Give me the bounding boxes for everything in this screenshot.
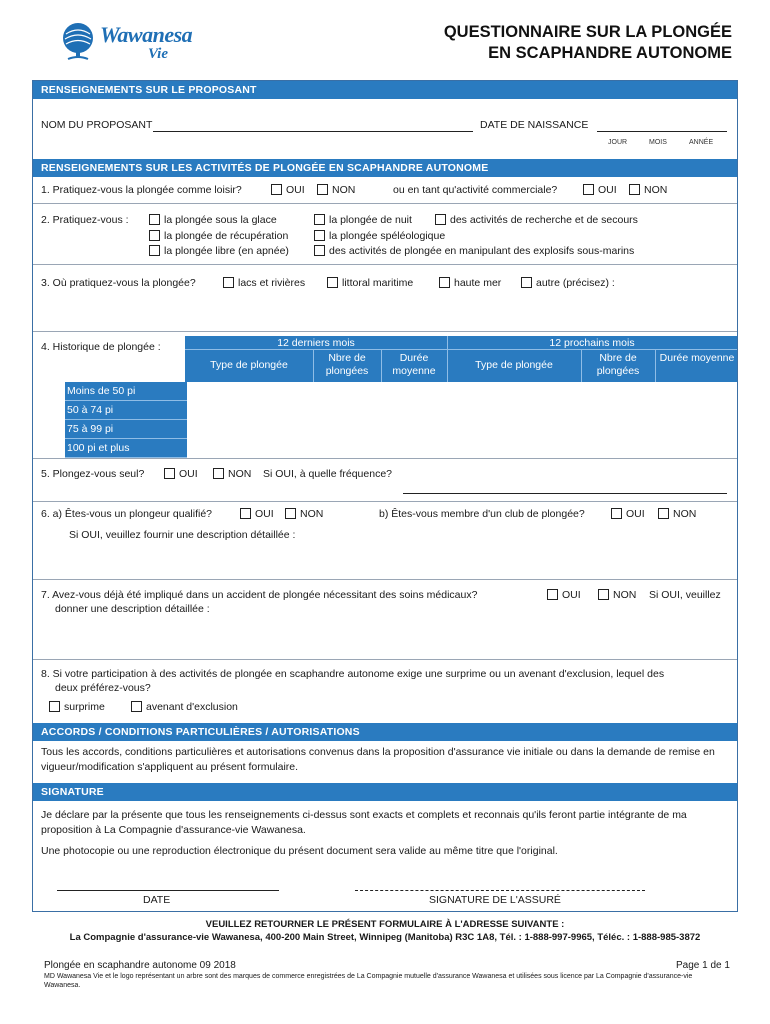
checkbox[interactable] (583, 184, 594, 195)
section-bar-accords: ACCORDS / CONDITIONS PARTICULIÈRES / AUTORISATIONS (33, 723, 737, 741)
q6a-text: 6. a) Êtes-vous un plongeur qualifié? (41, 508, 213, 520)
sig-assure-label: SIGNATURE DE L'ASSURÉ (429, 894, 561, 906)
accords-text: Tous les accords, conditions particulières et autorisations convenus dans la proposition d'assurance vie initiale ou dans la demande de remise en vigueur/modification s'appliquent au présent formulaire. (41, 746, 715, 773)
checkbox[interactable] (271, 184, 282, 195)
q3-opt2-label: littoral maritime (342, 277, 414, 289)
q2-opt7[interactable] (314, 245, 634, 257)
q2-opt5-label: la plongée spéléologique (329, 230, 446, 242)
q7-tail: Si OUI, veuillez (649, 589, 721, 601)
q6b-text: b) Êtes-vous membre d'un club de plongée? (379, 508, 585, 520)
checkbox[interactable] (240, 508, 251, 519)
nom-field[interactable] (153, 131, 473, 132)
q2-opt2-label: la plongée de récupération (164, 230, 289, 242)
col-nbre-past: Nbre de plongées (325, 352, 369, 377)
q5-text: 5. Plongez-vous seul? (41, 468, 145, 480)
signature-declaration: Je déclare par la présente que tous les renseignements ci-dessus sont exacts et complets et reconnais qu'ils feront partie intégrante de ma proposition à La Compagnie d'assurance-vie Wawanesa. (41, 809, 687, 836)
q5-freq: Si OUI, à quelle fréquence? (263, 468, 392, 480)
q6-desc: Si OUI, veuillez fournir une description détaillée : (69, 529, 296, 541)
checkbox[interactable] (547, 589, 558, 600)
checkbox[interactable] (314, 214, 325, 225)
q7-oui-label: OUI (562, 589, 581, 601)
q2-opt3[interactable] (149, 245, 289, 257)
checkbox[interactable] (314, 230, 325, 241)
checkbox[interactable] (149, 245, 160, 256)
table-divider (313, 349, 314, 382)
divider (33, 579, 737, 580)
checkbox[interactable] (658, 508, 669, 519)
q8-opt2[interactable] (131, 701, 238, 713)
title-line-1: QUESTIONNAIRE SUR LA PLONGÉE (443, 23, 732, 41)
table-divider (381, 349, 382, 382)
q6b-oui[interactable] (611, 508, 645, 520)
q5-oui[interactable] (164, 468, 198, 480)
footer-return-instructions: VEUILLEZ RETOURNER LE PRÉSENT FORMULAIRE À L'ADRESSE SUIVANTE : (205, 919, 565, 930)
divider (33, 331, 737, 332)
q2-label: 2. Pratiquez-vous : (41, 214, 129, 226)
title-line-2: EN SCAPHANDRE AUTONOME (488, 44, 732, 62)
table-divider (581, 349, 582, 382)
checkbox[interactable] (223, 277, 234, 288)
q1-non2-label: NON (644, 184, 668, 196)
q1-commercial: ou en tant qu'activité commerciale? (393, 184, 558, 196)
signature-copy-note: Une photocopie ou une reproduction électronique du présent document sera valide au même titre que l'original. (41, 845, 558, 857)
brand-logo (60, 20, 200, 66)
checkbox[interactable] (314, 245, 325, 256)
q1-oui[interactable] (271, 184, 305, 196)
q7-oui[interactable] (547, 589, 581, 601)
section-bar-signature: SIGNATURE (33, 783, 737, 801)
annee-label: ANNÉE (689, 139, 714, 146)
divider (33, 264, 737, 265)
table-divider (655, 349, 656, 382)
form-id: Plongée en scaphandre autonome 09 2018 (44, 960, 236, 971)
q7-line2: donner une description détaillée : (55, 603, 210, 615)
q6b-non[interactable] (658, 508, 696, 520)
q8-opt2-label: avenant d'exclusion (146, 701, 238, 713)
date-naissance-label: DATE DE NAISSANCE (480, 119, 589, 131)
col-past: 12 derniers mois (277, 337, 355, 349)
q1-non-2[interactable] (629, 184, 667, 196)
q2-opt1[interactable] (149, 214, 277, 226)
col-duree-future: Durée moyenne (659, 352, 735, 364)
q2-opt6[interactable] (435, 214, 638, 226)
q5-non[interactable] (213, 468, 251, 480)
q8-line2: deux préférez-vous? (55, 682, 151, 694)
q1-oui-2[interactable] (583, 184, 617, 196)
q3-text: 3. Où pratiquez-vous la plongée? (41, 277, 196, 289)
assure-signature-field[interactable] (355, 890, 645, 891)
checkbox[interactable] (164, 468, 175, 479)
nom-label: NOM DU PROPOSANT (41, 119, 153, 131)
jour-label: JOUR (608, 139, 628, 146)
q2-opt3-label: la plongée libre (en apnée) (164, 245, 289, 257)
q6a-oui-label: OUI (255, 508, 274, 520)
q2-opt1-label: la plongée sous la glace (164, 214, 277, 226)
col-nbre-future: Nbre de plongées (596, 352, 640, 377)
col-type-past: Type de plongée (210, 359, 288, 371)
q8-text: 8. Si votre participation à des activités de plongée en scaphandre autonome exige une surprime ou un avenant d'exclusion, lequel des (41, 668, 665, 680)
q3-opt4-label: autre (précisez) : (536, 277, 615, 289)
checkbox[interactable] (317, 184, 328, 195)
q7-text: 7. Avez-vous déjà été impliqué dans un accident de plongée nécessitant des soins médicaux? (41, 589, 478, 601)
brand-sub: Vie (148, 46, 169, 62)
divider (33, 203, 737, 204)
dive-depth-rows (65, 382, 187, 458)
date-signature-field[interactable] (57, 890, 279, 891)
q8-opt1[interactable] (49, 701, 105, 713)
q3-opt2[interactable] (327, 277, 413, 289)
q5-oui-label: OUI (179, 468, 198, 480)
checkbox[interactable] (149, 230, 160, 241)
q8-opt1-label: surprime (64, 701, 105, 713)
footer-address: La Compagnie d'assurance-vie Wawanesa, 400-200 Main Street, Winnipeg (Manitoba) R3C 1A8, Tél. : 1-888-997-9965, Téléc. : 1-888-985-3872 (69, 932, 701, 943)
dive-history-table-header (185, 336, 737, 382)
q4-label: 4. Historique de plongée : (41, 341, 161, 353)
page-number: Page 1 de 1 (676, 960, 730, 971)
col-duree-past: Durée moyenne (392, 352, 436, 377)
q5-frequency-field[interactable] (403, 493, 727, 494)
legal-notice: MD Wawanesa Vie et le logo représentant un arbre sont des marques de commerce enregistrées de La Compagnie mutuelle d'assurance Wawanesa et utilisées sous licence par La Compagnie d'assurance-vie Wawanesa. (44, 973, 693, 989)
sig-date-label: DATE (143, 894, 171, 906)
divider (33, 659, 737, 660)
checkbox[interactable] (49, 701, 60, 712)
q2-opt2[interactable] (149, 230, 288, 242)
q2-opt6-label: des activités de recherche et de secours (450, 214, 638, 226)
checkbox[interactable] (629, 184, 640, 195)
q2-opt4-label: la plongée de nuit (329, 214, 412, 226)
checkbox[interactable] (285, 508, 296, 519)
q6b-oui-label: OUI (626, 508, 645, 520)
section-bar-proposant: RENSEIGNEMENTS SUR LE PROPOSANT (33, 81, 737, 99)
checkbox[interactable] (149, 214, 160, 225)
q6a-non-label: NON (300, 508, 324, 520)
mois-label: MOIS (649, 139, 667, 146)
checkbox[interactable] (213, 468, 224, 479)
divider (33, 501, 737, 502)
checkbox[interactable] (521, 277, 532, 288)
col-future: 12 prochains mois (549, 337, 635, 349)
col-type-future: Type de plongée (475, 359, 553, 371)
row-label-depth: 50 à 74 pi (65, 401, 187, 420)
divider (33, 458, 737, 459)
checkbox[interactable] (131, 701, 142, 712)
q1-oui2-label: OUI (598, 184, 617, 196)
checkbox[interactable] (598, 589, 609, 600)
row-label-depth: Moins de 50 pi (65, 382, 187, 401)
q7-non[interactable] (598, 589, 636, 601)
q5-non-label: NON (228, 468, 252, 480)
q3-opt1[interactable] (223, 277, 305, 289)
q6a-non[interactable] (285, 508, 323, 520)
section-bar-activites: RENSEIGNEMENTS SUR LES ACTIVITÉS DE PLONGÉE EN SCAPHANDRE AUTONOME (33, 159, 737, 177)
q1-non-label: NON (332, 184, 356, 196)
tree-icon (60, 22, 96, 62)
q6a-oui[interactable] (240, 508, 274, 520)
checkbox[interactable] (611, 508, 622, 519)
q2-opt5[interactable] (314, 230, 445, 242)
q2-opt4[interactable] (314, 214, 412, 226)
q3-opt1-label: lacs et rivières (238, 277, 306, 289)
page-title (444, 22, 732, 64)
form-frame (32, 80, 738, 912)
q7-non-label: NON (613, 589, 637, 601)
q1-non[interactable] (317, 184, 355, 196)
checkbox[interactable] (439, 277, 450, 288)
q3-opt4[interactable] (521, 277, 615, 289)
date-naissance-field[interactable] (597, 131, 727, 132)
row-label-depth: 100 pi et plus (65, 439, 187, 458)
q1-text: 1. Pratiquez-vous la plongée comme loisir? (41, 184, 242, 196)
q6b-non-label: NON (673, 508, 697, 520)
row-label-depth: 75 à 99 pi (65, 420, 187, 439)
q1-oui-label: OUI (286, 184, 305, 196)
checkbox[interactable] (435, 214, 446, 225)
q3-opt3-label: haute mer (454, 277, 502, 289)
q2-opt7-label: des activités de plongée en manipulant des explosifs sous-marins (329, 245, 635, 257)
checkbox[interactable] (327, 277, 338, 288)
q3-opt3[interactable] (439, 277, 501, 289)
brand-name: Wawanesa (100, 22, 193, 47)
